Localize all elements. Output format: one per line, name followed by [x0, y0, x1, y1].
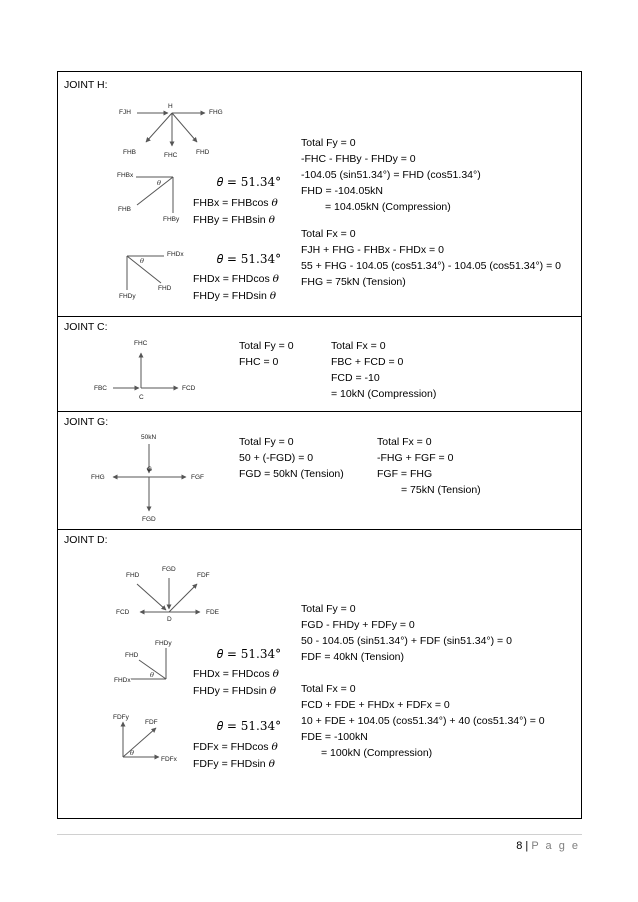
fy-line: 50 + (-FGD) = 0: [239, 452, 314, 464]
page-number: 8: [516, 840, 523, 852]
fy-line: FGD = 50kN (Tension): [239, 468, 344, 480]
fhdy-equation: [193, 290, 276, 303]
joint-d-title: JOINT D:: [64, 534, 108, 546]
fdfy-equation-text: FDFy = FHDsin: [193, 758, 266, 770]
theta-symbol: 𝜃: [272, 668, 279, 680]
fx-line: FJH + FHG - FHBx - FHDx = 0: [301, 244, 444, 256]
fy-line: Total Fy = 0: [239, 436, 294, 448]
label-fdfy: FDFy: [113, 714, 129, 721]
label-fdfx: FDFx: [161, 756, 177, 763]
theta-symbol: 𝜃: [272, 273, 279, 285]
label-fhb: FHB: [123, 149, 136, 156]
label-fbc: FBC: [94, 385, 107, 392]
label-fhdy: FHDy: [155, 640, 172, 647]
label-fhd-component: FHD: [125, 652, 139, 659]
joint-g-title: JOINT G:: [64, 416, 109, 428]
page-footer: [516, 840, 580, 852]
label-fjh: FJH: [119, 109, 131, 116]
label-fgd: FGD: [162, 566, 176, 573]
label-fhbx: FHBx: [117, 172, 134, 179]
fy-line: Total Fy = 0: [301, 137, 356, 149]
footer-separator: |: [525, 840, 529, 852]
theta-symbol: 𝜃: [140, 257, 144, 265]
fx-line: Total Fx = 0: [301, 228, 356, 240]
fhdy-equation: [193, 685, 276, 698]
label-fhb-component: FHB: [118, 206, 131, 213]
fx-line: FCD = -10: [331, 372, 380, 384]
fx-line: Total Fx = 0: [301, 683, 356, 695]
theta-symbol: 𝜃: [130, 749, 134, 757]
joint-d-diagram: [0, 0, 1, 1]
theta-value: 𝜃 = 51.34°: [217, 175, 282, 189]
label-fhc: FHC: [134, 340, 148, 347]
footer-rule: [57, 834, 582, 835]
fhdy-equation-text: FHDy = FHDsin: [193, 290, 267, 302]
fy-line: FDF = 40kN (Tension): [301, 651, 404, 663]
label-fhd-component: FHD: [158, 285, 172, 292]
label-fgf: FGF: [191, 474, 204, 481]
theta-value: 𝜃 = 51.34°: [217, 719, 282, 733]
label-d: D: [167, 616, 172, 623]
fx-line: = 10kN (Compression): [331, 388, 437, 400]
label-fhdy: FHDy: [119, 293, 136, 300]
fy-line: -FHC - FHBy - FHDy = 0: [301, 153, 416, 165]
fy-line: Total Fy = 0: [301, 603, 356, 615]
label-fdf: FDF: [197, 572, 210, 579]
theta-symbol: 𝜃: [271, 197, 278, 209]
fhdx-equation-text: FHDx = FHDcos: [193, 273, 270, 285]
fy-line: FHC = 0: [239, 356, 279, 368]
theta-value: 𝜃 = 51.34°: [217, 647, 282, 661]
label-load: 50kN: [141, 434, 157, 441]
fhbx-equation: [193, 197, 278, 210]
fx-line: FCD + FDE + FHDx + FDFx = 0: [301, 699, 450, 711]
label-fdf-component: FDF: [145, 719, 158, 726]
section-divider: [57, 316, 582, 317]
label-h: H: [168, 103, 173, 110]
fx-line: = 100kN (Compression): [321, 747, 433, 759]
theta-symbol: 𝜃: [268, 214, 275, 226]
fhby-equation-text: FHBy = FHBsin: [193, 214, 266, 226]
fx-line: FDE = -100kN: [301, 731, 368, 743]
fx-line: FGF = FHG: [377, 468, 433, 480]
joint-h-title: JOINT H:: [64, 79, 108, 91]
fhbx-equation-text: FHBx = FHBcos: [193, 197, 269, 209]
fdfx-equation: [193, 741, 278, 754]
theta-symbol: 𝜃: [269, 685, 277, 697]
theta-symbol: 𝜃: [269, 290, 277, 302]
fx-line: -FHG + FGF = 0: [377, 452, 454, 464]
fy-line: = 104.05kN (Compression): [325, 201, 451, 213]
fhby-equation: [193, 214, 275, 227]
label-fcd: FCD: [116, 609, 130, 616]
label-fhdx: FHDx: [167, 251, 184, 258]
theta-symbol: 𝜃: [157, 179, 161, 187]
fx-line: FHG = 75kN (Tension): [301, 276, 406, 288]
label-fhd: FHD: [196, 149, 210, 156]
theta-symbol: 𝜃: [271, 741, 278, 753]
label-fde: FDE: [206, 609, 219, 616]
fdfy-equation: [193, 758, 275, 771]
fx-line: Total Fx = 0: [377, 436, 432, 448]
label-fhby: FHBy: [163, 216, 180, 223]
label-fhc: FHC: [164, 152, 178, 159]
fhdy-equation-text: FHDy = FHDsin: [193, 685, 267, 697]
label-g: G: [147, 466, 153, 473]
fy-line: FHD = -104.05kN: [301, 185, 383, 197]
fhdx-equation: [193, 668, 279, 681]
theta-symbol: 𝜃: [150, 671, 154, 679]
fx-line: = 75kN (Tension): [401, 484, 481, 496]
page-word: P a g e: [531, 840, 580, 852]
section-divider: [57, 411, 582, 412]
fhdx-equation-text: FHDx = FHDcos: [193, 668, 270, 680]
fdfx-equation-text: FDFx = FHDcos: [193, 741, 269, 753]
fy-line: Total Fy = 0: [239, 340, 294, 352]
label-fhdx: FHDx: [114, 677, 131, 684]
label-fhg: FHG: [91, 474, 105, 481]
joint-c-title: JOINT C:: [64, 321, 108, 333]
theta-symbol: 𝜃: [268, 758, 275, 770]
fy-line: FGD - FHDy + FDFy = 0: [301, 619, 415, 631]
section-divider: [57, 529, 582, 530]
label-fgd: FGD: [142, 516, 156, 523]
fy-line: 50 - 104.05 (sin51.34°) + FDF (sin51.34°) = 0: [301, 635, 512, 647]
fx-line: 55 + FHG - 104.05 (cos51.34°) - 104.05 (cos51.34°) = 0: [301, 260, 561, 272]
fhdx-equation: [193, 273, 279, 286]
fx-line: Total Fx = 0: [331, 340, 386, 352]
label-fhd: FHD: [126, 572, 140, 579]
label-c: C: [139, 394, 144, 401]
fx-line: FBC + FCD = 0: [331, 356, 404, 368]
fy-line: -104.05 (sin51.34°) = FHD (cos51.34°): [301, 169, 481, 181]
label-fcd: FCD: [182, 385, 196, 392]
label-fhg: FHG: [209, 109, 223, 116]
fx-line: 10 + FDE + 104.05 (cos51.34°) + 40 (cos51.34°) = 0: [301, 715, 545, 727]
theta-value: 𝜃 = 51.34°: [217, 252, 282, 266]
